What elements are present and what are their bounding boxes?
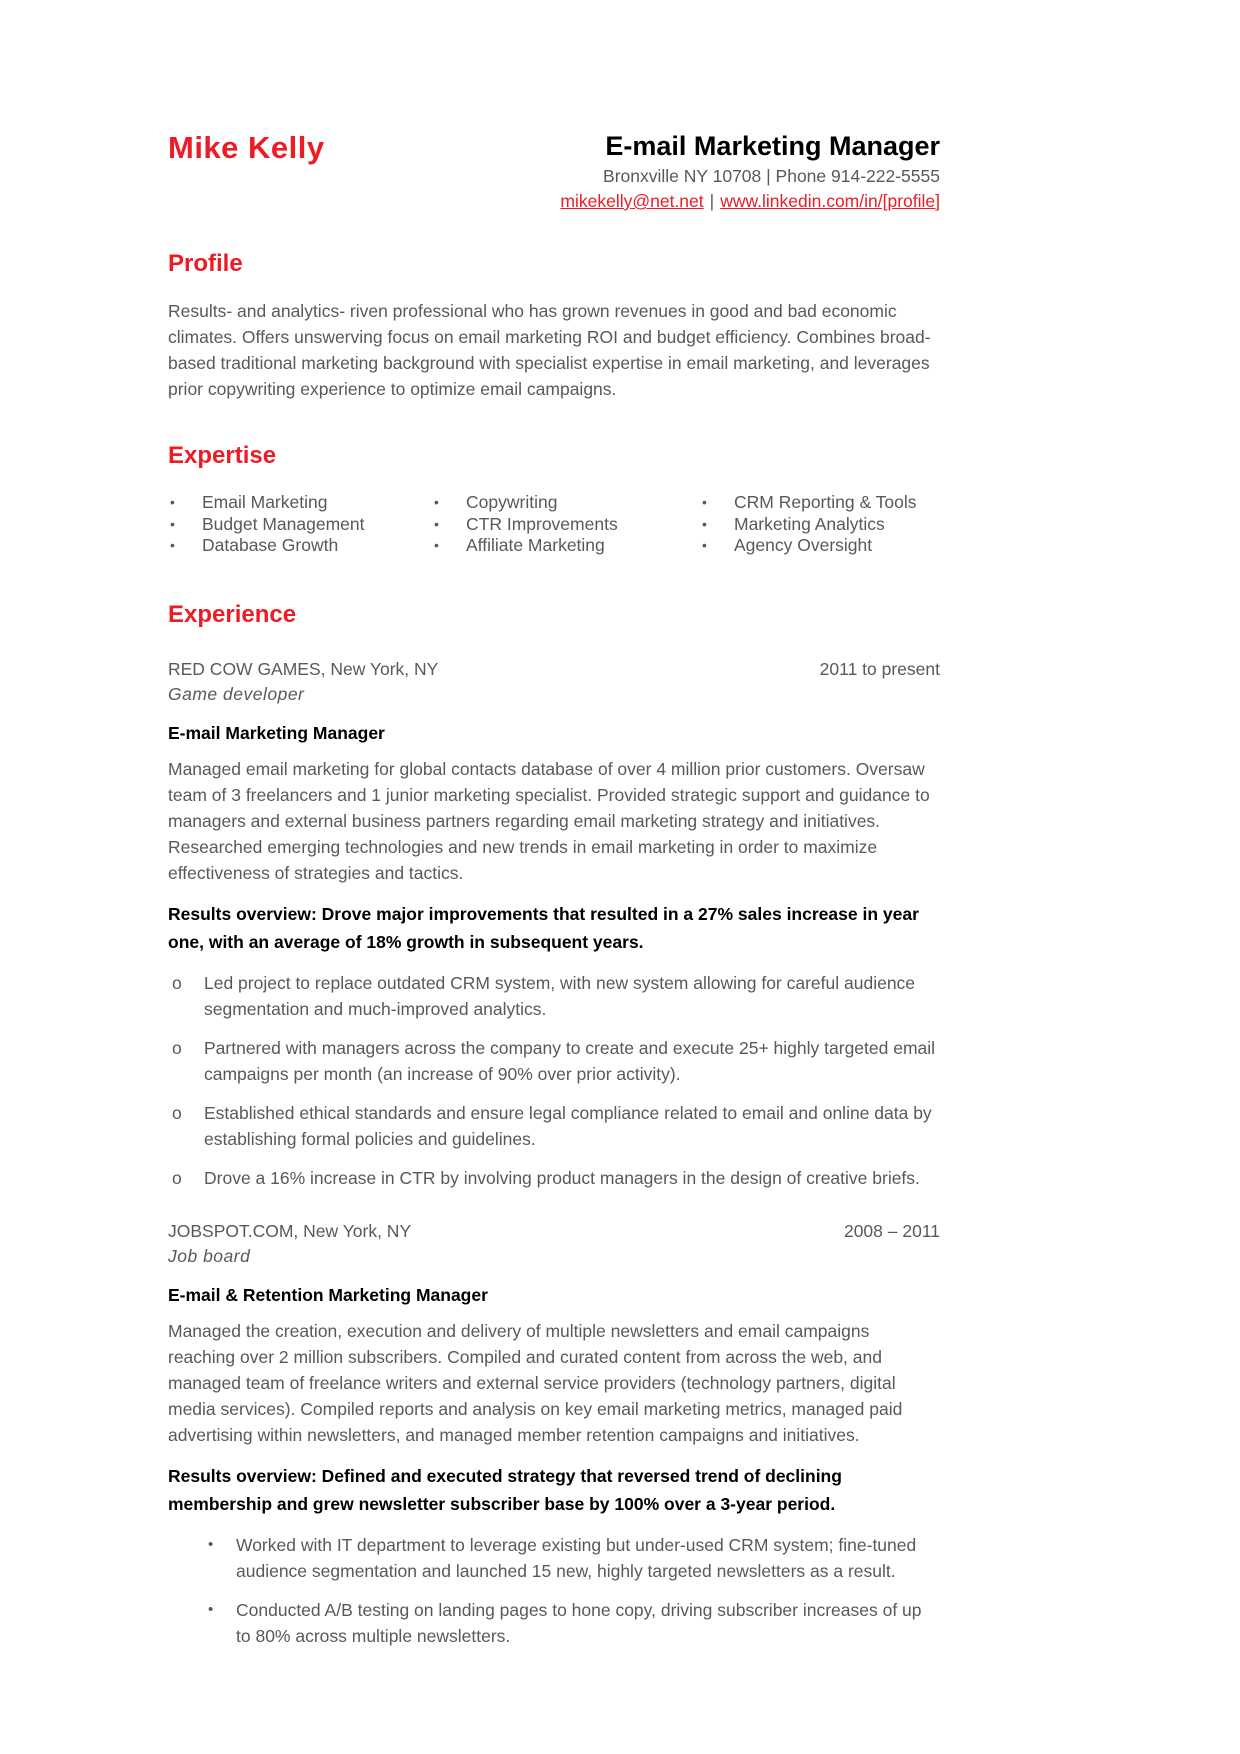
expertise-label: CTR Improvements [466,513,618,534]
bullet-icon: o [172,972,182,993]
expertise-label: Agency Oversight [734,535,873,555]
job-bullet [204,1532,940,1584]
expertise-item [432,492,700,514]
job-summary: Managed email marketing for global contacts database of over 4 million prior customers. Oversaw team of 3 freelancers and 1 junior marketing specialist. Provided strategic support and guidance to managers and external business partners regarding email marketing strategy and initiatives. Researched emerging technologies and new trends in email marketing in order to maximize effectiveness of strategies and tactics. [168,758,930,883]
results-overview: Results overview: Drove major improvements that resulted in a 27% sales increase in year one, with an average of 18% growth in subsequent years. [168,903,919,952]
links-line [560,189,940,214]
bullet-text: Established ethical standards and ensure legal compliance related to email and online data by establishing formal policies and guidelines. [204,1102,932,1149]
bullet-icon: • [434,494,439,510]
job-header [168,1219,940,1244]
expertise-column-3 [700,492,940,557]
bullet-icon: • [170,494,175,510]
expertise-columns [168,492,940,557]
expertise-label: CRM Reporting & Tools [734,492,917,512]
expertise-column-2 [432,492,700,557]
profile-heading: Profile [168,250,243,277]
bullet-icon: • [208,1535,214,1553]
expertise-label: Affiliate Marketing [466,535,605,555]
bullet-text: Conducted A/B testing on landing pages to hone copy, driving subscriber increases of up to 80% across multiple newsletters. [236,1599,922,1646]
company-descriptor: Game developer [168,683,305,704]
email-link[interactable]: mikekelly@net.net [560,191,704,211]
profile-text: Results- and analytics- riven professional who has grown revenues in good and bad economic climates. Offers unswerving focus on email marketing ROI and budget efficiency. Combines broad-based traditional marketing background with specialist expertise in email marketing, and leverages prior copywriting experience to optimize email campaigns. [168,301,931,399]
job-bullet [168,1100,940,1152]
expertise-label: Copywriting [466,492,558,512]
bullet-icon: • [170,537,175,553]
job-bullet-list [168,1532,940,1649]
bullet-icon: o [172,1167,182,1188]
company-name: JOBSPOT.COM, New York, NY [168,1220,412,1241]
job-header [168,657,940,682]
expertise-item [700,492,940,514]
bullet-icon: • [702,515,707,532]
linkedin-link[interactable]: www.linkedin.com/in/[profile] [720,191,940,211]
expertise-section [168,442,940,557]
expertise-label: Budget Management [202,513,365,534]
links-separator: | [709,191,715,211]
bullet-icon: • [170,515,175,532]
expertise-column-1 [168,492,432,557]
candidate-name: Mike Kelly [168,130,325,165]
bullet-text: Led project to replace outdated CRM system, with new system allowing for careful audience segmentation and much-improved analytics. [204,972,916,1019]
experience-heading: Experience [168,600,297,628]
expertise-item [168,535,432,557]
role-title: E-mail & Retention Marketing Manager [168,1284,488,1305]
company-name: RED COW GAMES, New York, NY [168,658,439,679]
job-bullet [168,970,940,1022]
bullet-icon: • [702,494,707,510]
role-title: E-mail Marketing Manager [168,722,385,743]
expertise-item [168,492,432,514]
job-bullet [168,1165,940,1191]
bullet-icon: • [434,515,439,532]
results-overview: Results overview: Defined and executed strategy that reversed trend of declining membership and grew newsletter subscriber base by 100% over a 3-year period. [168,1465,842,1514]
expertise-heading: Expertise [168,442,277,469]
expertise-item [432,535,700,557]
expertise-item [700,514,940,536]
bullet-icon: • [208,1600,214,1618]
company-descriptor: Job board [168,1245,251,1266]
profile-section [168,250,940,402]
job-dates: 2008 – 2011 [843,1220,940,1241]
header-contact-block [560,130,940,214]
expertise-label: Marketing Analytics [734,513,885,534]
bullet-icon: • [702,537,707,553]
contact-line: Bronxville NY 10708 | Phone 914-222-5555 [603,166,940,186]
bullet-text: Worked with IT department to leverage existing but under-used CRM system; fine-tuned audience segmentation and launched 15 new, highly targeted newsletters as a result. [236,1534,917,1581]
expertise-item [168,514,432,536]
bullet-text: Drove a 16% increase in CTR by involving product managers in the design of creative briefs. [204,1167,920,1188]
job-bullet-list [168,970,940,1191]
bullet-icon: • [434,537,439,553]
job-title: E-mail Marketing Manager [605,131,940,161]
expertise-label: Email Marketing [202,492,328,512]
job-dates: 2011 to present [819,658,940,679]
job-bullet [204,1597,940,1649]
bullet-text: Partnered with managers across the company to create and execute 25+ highly targeted email campaigns per month (an increase of 90% over prior activity). [204,1037,936,1084]
expertise-item [432,514,700,536]
job-entry-jobspot [168,1219,940,1649]
job-bullet [168,1035,940,1087]
experience-section [168,601,940,1649]
bullet-icon: o [172,1102,182,1123]
resume-header [168,130,940,214]
job-entry-red-cow-games [168,657,940,1191]
expertise-label: Database Growth [202,535,339,555]
job-summary: Managed the creation, execution and delivery of multiple newsletters and email campaigns reaching over 2 million subscribers. Compiled and curated content from across the web, and managed team of freelance writers and external service providers (technology partners, digital media services). Compiled reports and analysis on key email marketing metrics, managed paid advertising within newsletters, and managed member retention campaigns and initiatives. [168,1320,903,1445]
bullet-icon: o [172,1037,182,1058]
expertise-item [700,535,940,557]
